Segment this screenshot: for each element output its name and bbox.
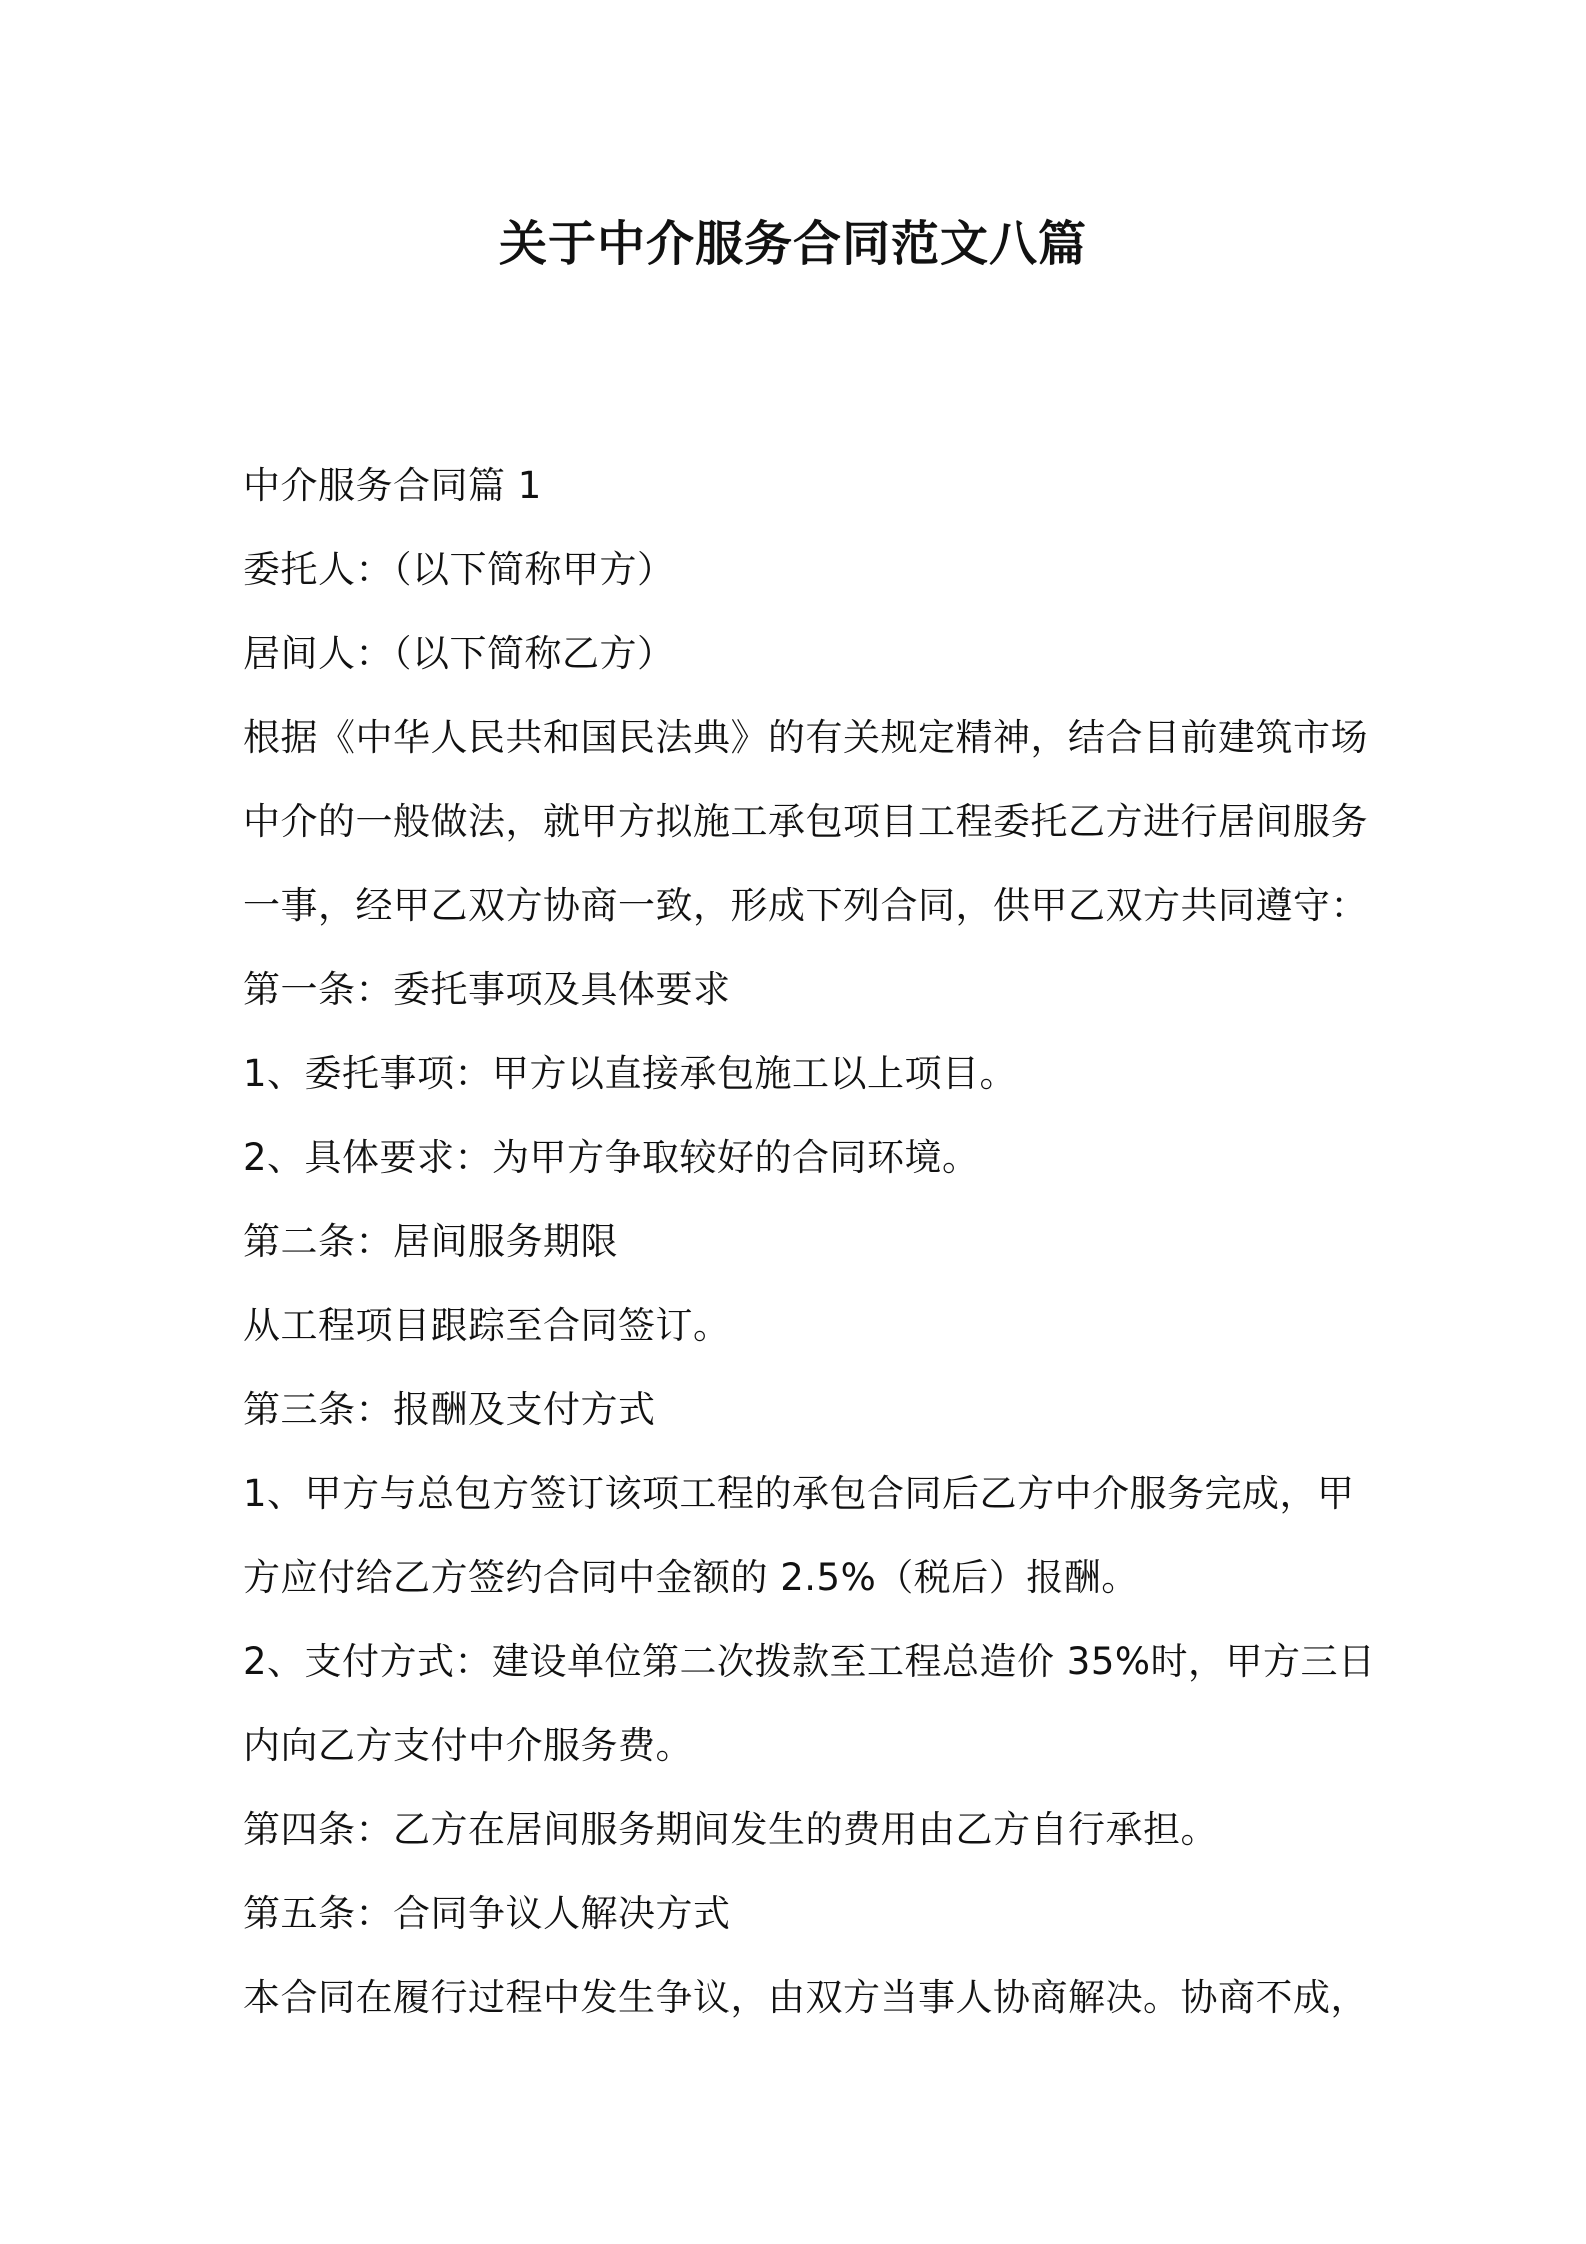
paragraph-line: 方应付给乙方签约合同中金额的 2.5%（税后）报酬。 (243, 1556, 1139, 1599)
paragraph-line: 2、具体要求：为甲方争取较好的合同环境。 (243, 1136, 980, 1179)
section-heading: 中介服务合同篇 1 (243, 464, 542, 507)
article-heading: 第四条：乙方在居间服务期间发生的费用由乙方自行承担。 (243, 1808, 1218, 1851)
paragraph-line: 2、支付方式：建设单位第二次拨款至工程总造价 35%时，甲方三日 (243, 1640, 1376, 1683)
paragraph-line: 从工程项目跟踪至合同签订。 (243, 1304, 731, 1347)
document-body (243, 444, 1376, 2040)
document-title: 关于中介服务合同范文八篇 (498, 216, 1087, 272)
paragraph-line: 1、委托事项：甲方以直接承包施工以上项目。 (243, 1052, 1018, 1095)
article-heading: 第三条：报酬及支付方式 (243, 1388, 656, 1431)
article-heading: 第五条：合同争议人解决方式 (243, 1892, 731, 1935)
article-heading: 第二条：居间服务期限 (243, 1220, 618, 1263)
paragraph-line: 1、甲方与总包方签订该项工程的承包合同后乙方中介服务完成，甲 (243, 1472, 1355, 1515)
paragraph-line: 根据《中华人民共和国民法典》的有关规定精神，结合目前建筑市场 (243, 716, 1368, 759)
paragraph-line: 居间人：（以下简称乙方） (243, 632, 675, 675)
paragraph-line: 本合同在履行过程中发生争议，由双方当事人协商解决。协商不成， (243, 1976, 1368, 2019)
paragraph-line: 内向乙方支付中介服务费。 (243, 1724, 693, 1767)
paragraph-line: 中介的一般做法，就甲方拟施工承包项目工程委托乙方进行居间服务 (243, 800, 1368, 843)
paragraph-line: 一事，经甲乙双方协商一致，形成下列合同，供甲乙双方共同遵守： (243, 884, 1368, 927)
paragraph-line: 委托人：（以下简称甲方） (243, 548, 675, 591)
article-heading: 第一条：委托事项及具体要求 (243, 968, 731, 1011)
